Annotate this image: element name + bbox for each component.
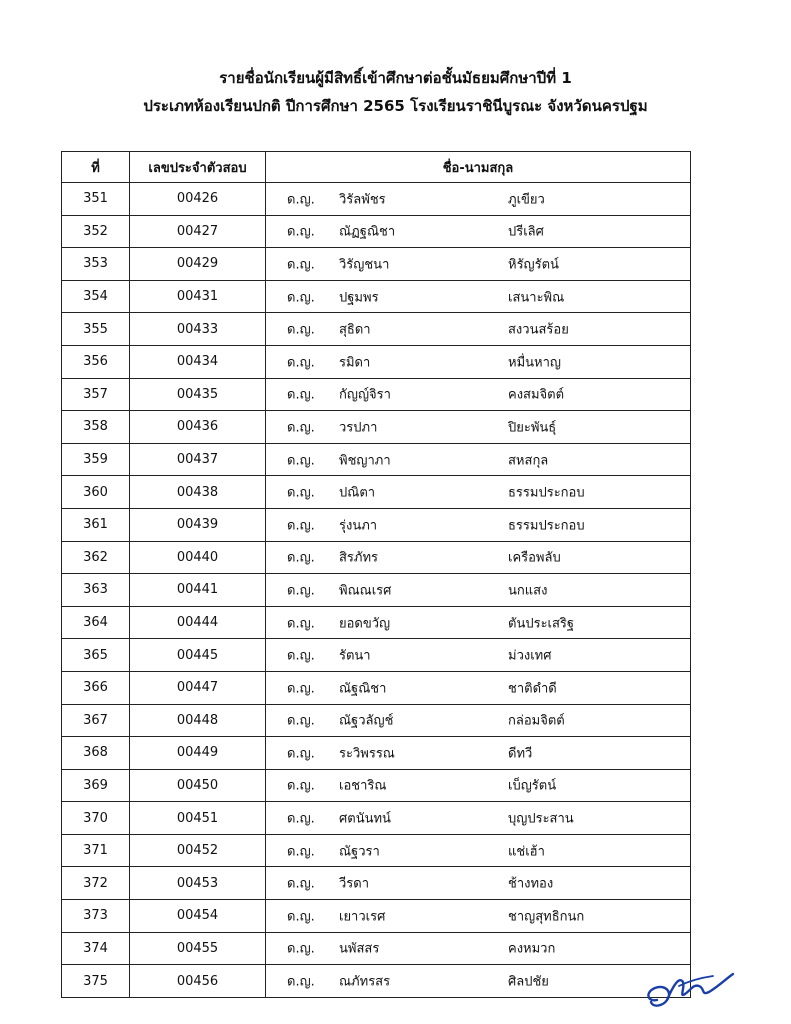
exam-id: 00447 [130,671,266,704]
table-row [62,345,691,378]
full-name-cell [266,313,691,346]
row-number: 359 [62,443,130,476]
row-number: 373 [62,900,130,933]
row-number: 365 [62,639,130,672]
name-prefix: ด.ญ. [287,257,315,273]
exam-id: 00429 [130,248,266,281]
table-row [62,541,691,574]
row-number: 357 [62,378,130,411]
exam-id: 00439 [130,508,266,541]
table-row [62,280,691,313]
exam-id: 00451 [130,802,266,835]
name-prefix: ด.ญ. [287,778,315,794]
column-header-no: ที่ [62,152,130,183]
exam-id: 00450 [130,769,266,802]
first-name: กัญญ์จิรา [339,387,391,403]
first-name: ณัฐวลัญช์ [339,713,394,729]
table-body [62,183,691,998]
first-name: เอชาริณ [339,778,387,794]
name-prefix: ด.ญ. [287,876,315,892]
full-name-cell [266,834,691,867]
last-name: ชาติดำดี [508,681,557,697]
last-name: ม่วงเทศ [508,648,552,664]
exam-id: 00427 [130,215,266,248]
signature-icon [639,956,739,1016]
name-prefix: ด.ญ. [287,974,315,990]
table-row [62,737,691,770]
table-row [62,900,691,933]
row-number: 354 [62,280,130,313]
first-name: เยาวเรศ [339,909,386,925]
last-name: คงสมจิตต์ [508,387,565,403]
table-row [62,639,691,672]
last-name: ภูเขียว [508,192,545,208]
last-name: ศิลปชัย [508,974,549,990]
last-name: ชาญสุทธิกนก [508,909,585,925]
table-row [62,476,691,509]
page-title: รายชื่อนักเรียนผู้มีสิทธิ์เข้าศึกษาต่อชั้นมัธยมศึกษาปีที่ 1 [219,69,572,87]
first-name: นพัสสร [339,941,380,957]
row-number: 360 [62,476,130,509]
last-name: ดีทวี [508,746,533,762]
first-name: ปณิตา [339,485,376,501]
name-prefix: ด.ญ. [287,681,315,697]
name-prefix: ด.ญ. [287,713,315,729]
table-row [62,508,691,541]
row-number: 374 [62,932,130,965]
row-number: 370 [62,802,130,835]
name-prefix: ด.ญ. [287,550,315,566]
first-name: สุธิดา [339,322,371,338]
exam-id: 00433 [130,313,266,346]
full-name-cell [266,606,691,639]
full-name-cell [266,280,691,313]
exam-id: 00448 [130,704,266,737]
exam-id: 00449 [130,737,266,770]
full-name-cell [266,769,691,802]
first-name: พิณณเรศ [339,583,392,599]
table-row [62,411,691,444]
last-name: หิรัญรัตน์ [508,257,559,273]
full-name-cell [266,476,691,509]
full-name-cell [266,574,691,607]
table-row [62,932,691,965]
row-number: 358 [62,411,130,444]
last-name: หมื่นหาญ [508,355,561,371]
exam-id: 00452 [130,834,266,867]
name-prefix: ด.ญ. [287,420,315,436]
first-name: รุ่งนภา [339,518,378,534]
table-row [62,574,691,607]
last-name: ช้างทอง [508,876,554,892]
exam-id: 00438 [130,476,266,509]
exam-id: 00453 [130,867,266,900]
table-row [62,834,691,867]
exam-id: 00434 [130,345,266,378]
first-name: รมิดา [339,355,371,371]
last-name: สงวนสร้อย [508,322,569,338]
row-number: 372 [62,867,130,900]
exam-id: 00455 [130,932,266,965]
last-name: ธรรมประกอบ [508,485,585,501]
name-prefix: ด.ญ. [287,290,315,306]
table-row [62,606,691,639]
exam-id: 00440 [130,541,266,574]
first-name: ระวิพรรณ [339,746,395,762]
name-prefix: ด.ญ. [287,941,315,957]
first-name: ณัฐณิชา [339,681,387,697]
full-name-cell [266,508,691,541]
row-number: 353 [62,248,130,281]
row-number: 356 [62,345,130,378]
name-prefix: ด.ญ. [287,518,315,534]
full-name-cell [266,183,691,216]
table-row [62,183,691,216]
name-prefix: ด.ญ. [287,322,315,338]
exam-id: 00444 [130,606,266,639]
exam-id: 00426 [130,183,266,216]
first-name: วิรัลพัชร [339,192,386,208]
table-header-row [62,152,691,183]
name-prefix: ด.ญ. [287,224,315,240]
row-number: 375 [62,965,130,998]
name-prefix: ด.ญ. [287,485,315,501]
full-name-cell [266,900,691,933]
table-row [62,671,691,704]
table-row [62,802,691,835]
exam-id: 00454 [130,900,266,933]
row-number: 366 [62,671,130,704]
full-name-cell [266,704,691,737]
student-roster-table [61,151,691,998]
full-name-cell [266,215,691,248]
row-number: 362 [62,541,130,574]
first-name: ณัฐวรา [339,844,380,860]
first-name: ณัฏฐณิชา [339,224,396,240]
row-number: 355 [62,313,130,346]
name-prefix: ด.ญ. [287,387,315,403]
last-name: บุญประสาน [508,811,574,827]
full-name-cell [266,443,691,476]
full-name-cell [266,671,691,704]
exam-id: 00436 [130,411,266,444]
last-name: เครือพลับ [508,550,561,566]
name-prefix: ด.ญ. [287,844,315,860]
full-name-cell [266,802,691,835]
exam-id: 00456 [130,965,266,998]
last-name: ธรรมประกอบ [508,518,585,534]
last-name: เสนาะพิณ [508,290,565,306]
name-prefix: ด.ญ. [287,453,315,469]
table-row [62,965,691,998]
name-prefix: ด.ญ. [287,648,315,664]
row-number: 368 [62,737,130,770]
name-prefix: ด.ญ. [287,909,315,925]
name-prefix: ด.ญ. [287,355,315,371]
full-name-cell [266,867,691,900]
last-name: ปรีเลิศ [508,224,544,240]
last-name: คงหมวก [508,941,556,957]
full-name-cell [266,411,691,444]
full-name-cell [266,965,691,998]
first-name: วีรดา [339,876,370,892]
first-name: สิรภัทร [339,550,379,566]
table-row [62,769,691,802]
full-name-cell [266,541,691,574]
full-name-cell [266,737,691,770]
full-name-cell [266,932,691,965]
first-name: พิชญาภา [339,453,391,469]
full-name-cell [266,639,691,672]
column-header-exam-id: เลขประจำตัวสอบ [130,152,266,183]
page-subtitle: ประเภทห้องเรียนปกติ ปีการศึกษา 2565 โรงเรียนราชินีบูรณะ จังหวัดนครปฐม [143,97,648,115]
name-prefix: ด.ญ. [287,746,315,762]
full-name-cell [266,345,691,378]
row-number: 371 [62,834,130,867]
last-name: แช่เฮ้า [508,844,545,860]
first-name: ณภัทรสร [339,974,391,990]
first-name: ปฐมพร [339,290,379,306]
last-name: นกแสง [508,583,548,599]
name-prefix: ด.ญ. [287,192,315,208]
name-prefix: ด.ญ. [287,583,315,599]
table-row [62,378,691,411]
table-row [62,704,691,737]
first-name: วรปภา [339,420,378,436]
exam-id: 00437 [130,443,266,476]
table-row [62,443,691,476]
first-name: ยอดขวัญ [339,616,391,632]
full-name-cell [266,248,691,281]
name-prefix: ด.ญ. [287,811,315,827]
row-number: 369 [62,769,130,802]
exam-id: 00435 [130,378,266,411]
table-row [62,313,691,346]
first-name: วิรัญชนา [339,257,390,273]
last-name: กล่อมจิตต์ [508,713,565,729]
exam-id: 00441 [130,574,266,607]
row-number: 367 [62,704,130,737]
table-row [62,867,691,900]
exam-id: 00431 [130,280,266,313]
column-header-full-name: ชื่อ-นามสกุล [266,152,691,183]
first-name: รัตนา [339,648,371,664]
last-name: ตันประเสริฐ [508,616,575,632]
first-name: ศตนันทน์ [339,811,391,827]
name-prefix: ด.ญ. [287,616,315,632]
table-row [62,215,691,248]
full-name-cell [266,378,691,411]
last-name: ปิยะพันธุ์ [508,420,557,436]
last-name: สหสกุล [508,453,549,469]
row-number: 352 [62,215,130,248]
row-number: 351 [62,183,130,216]
row-number: 363 [62,574,130,607]
row-number: 361 [62,508,130,541]
last-name: เบ็ญรัตน์ [508,778,557,794]
exam-id: 00445 [130,639,266,672]
row-number: 364 [62,606,130,639]
table-row [62,248,691,281]
